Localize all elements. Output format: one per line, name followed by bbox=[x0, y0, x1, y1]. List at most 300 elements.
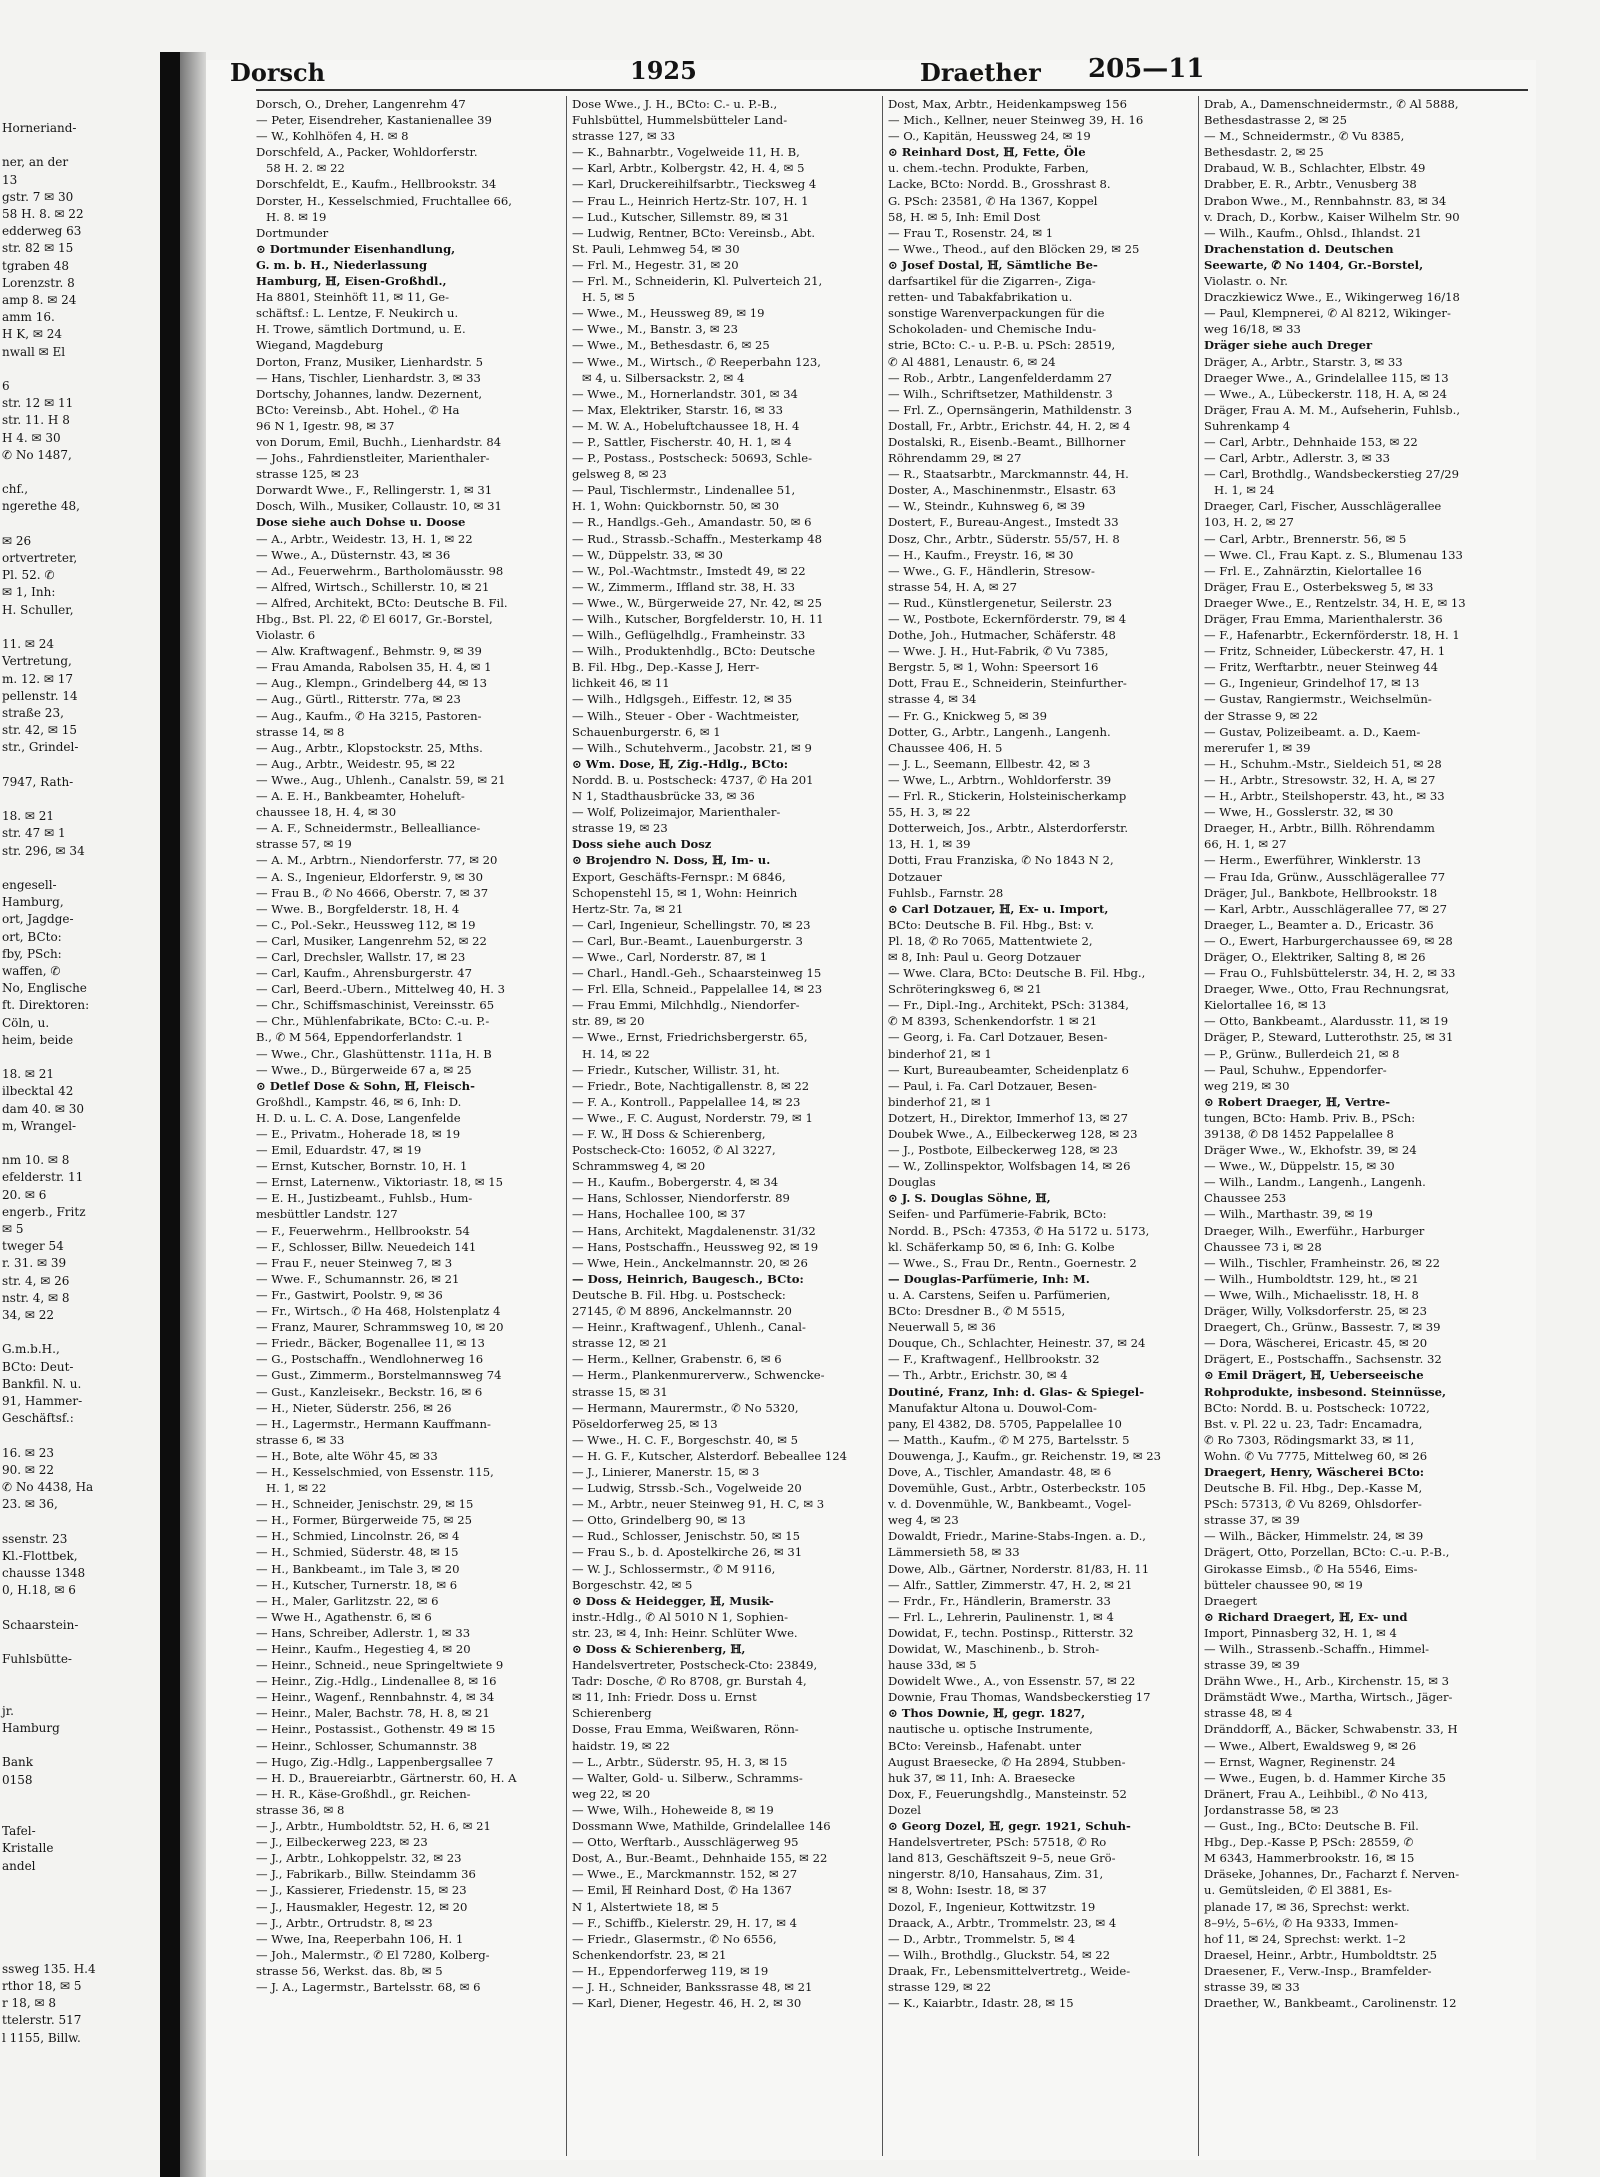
directory-entry: — A. E. H., Bankbeamter, Hoheluft- bbox=[256, 789, 465, 804]
previous-page-line bbox=[0, 516, 160, 533]
directory-entry: — J., Hausmakler, Hegestr. 12, ✉ 20 bbox=[256, 1899, 468, 1914]
directory-entry: — Aug., Kaufm., ✆ Ha 3215, Pastoren- bbox=[256, 708, 482, 723]
previous-page-line: rthor 18, ✉ 5 bbox=[2, 1978, 82, 1993]
directory-entry: u. A. Carstens, Seifen u. Parfümerien, bbox=[888, 1287, 1111, 1302]
directory-entry: Douwenga, J., Kaufm., gr. Reichenstr. 19, ✉ 23 bbox=[888, 1448, 1162, 1463]
directory-entry: 96 N 1, Igestr. 98, ✉ 37 bbox=[256, 418, 395, 433]
directory-entry: — Wwe, Wilh., Hoheweide 8, ✉ 19 bbox=[572, 1802, 774, 1817]
directory-entry: Dorsch, O., Dreher, Langenrehm 47 bbox=[256, 97, 466, 111]
directory-entry: — J., Arbtr., Lohkoppelstr. 32, ✉ 23 bbox=[256, 1851, 462, 1866]
directory-entry: strasse 56, Werkst. das. 8b, ✉ 5 bbox=[256, 1963, 443, 1978]
directory-entry: — Frl. L., Lehrerin, Paulinenstr. 1, ✉ 4 bbox=[888, 1609, 1114, 1624]
column-divider bbox=[1198, 96, 1199, 2156]
previous-page-line: tgraben 48 bbox=[2, 258, 69, 273]
directory-entry: strasse 48, ✉ 4 bbox=[1204, 1706, 1293, 1721]
directory-entry: — Karl, Arbtr., Kolbergstr. 42, H. 4, ✉ 5 bbox=[572, 161, 805, 176]
directory-entry: Dowaldt, Friedr., Marine-Stabs-Ingen. a. D., bbox=[888, 1529, 1146, 1544]
directory-entry: Dothe, Joh., Hutmacher, Schäferstr. 48 bbox=[888, 628, 1116, 643]
directory-entry: ✆ Al 4881, Lenaustr. 6, ✉ 24 bbox=[888, 354, 1056, 369]
directory-entry: Girokasse Eimsb., ✆ Ha 5546, Eims- bbox=[1204, 1561, 1418, 1576]
directory-entry: — Alw. Kraftwagenf., Behmstr. 9, ✉ 39 bbox=[256, 644, 482, 659]
directory-entry: Bst. v. Pl. 22 u. 23, Tadr: Encamadra, bbox=[1204, 1416, 1423, 1431]
directory-entry: — Wwe. Cl., Frau Kapt. z. S., Blumenau 133 bbox=[1204, 547, 1463, 562]
directory-entry: M 6343, Hammerbrookstr. 16, ✉ 15 bbox=[1204, 1851, 1415, 1866]
directory-entry: — Heinr., Zig.-Hdlg., Lindenallee 8, ✉ 16 bbox=[256, 1674, 497, 1689]
directory-entry: — M., Arbtr., neuer Steinweg 91, H. C, ✉ 3 bbox=[572, 1497, 825, 1512]
previous-page-line: ssenstr. 23 bbox=[2, 1531, 68, 1546]
directory-entry: — Paul, i. Fa. Carl Dotzauer, Besen- bbox=[888, 1078, 1097, 1093]
directory-entry: Dossmann Wwe, Mathilde, Grindelallee 146 bbox=[572, 1819, 831, 1834]
directory-entry: — L., Arbtr., Süderstr. 95, H. 3, ✉ 15 bbox=[572, 1754, 788, 1769]
directory-entry: — Heinr., Schlosser, Schumannstr. 38 bbox=[256, 1738, 477, 1753]
previous-page-line: 90. ✉ 22 bbox=[2, 1462, 55, 1477]
directory-entry: pany, El 4382, D8. 5705, Pappelallee 10 bbox=[888, 1416, 1122, 1431]
previous-page-line: nm 10. ✉ 8 bbox=[2, 1153, 70, 1168]
directory-entry: — H., Lagermstr., Hermann Kauffmann- bbox=[256, 1416, 491, 1431]
directory-entry: BCto: Nordd. B. u. Postscheck: 10722, bbox=[1204, 1400, 1430, 1415]
directory-entry: — H., Eppendorferweg 119, ✉ 19 bbox=[572, 1963, 769, 1978]
directory-entry: — Wwe., Aug., Uhlenh., Canalstr. 59, ✉ 21 bbox=[256, 772, 506, 787]
directory-entry: Manufaktur Altona u. Douwol-Com- bbox=[888, 1400, 1097, 1415]
directory-entry: H. 14, ✉ 22 bbox=[582, 1046, 650, 1061]
directory-entry: Dose siehe auch Dohse u. Doose bbox=[256, 515, 466, 530]
directory-entry: ⊙ Reinhard Dost, ℍ, Fette, Öle bbox=[888, 145, 1086, 160]
directory-entry: N 1, Alstertwiete 18, ✉ 5 bbox=[572, 1899, 719, 1914]
directory-entry: Borgeschstr. 42, ✉ 5 bbox=[572, 1577, 693, 1592]
directory-entry: — Chr., Schiffsmaschinist, Vereinsstr. 65 bbox=[256, 998, 495, 1013]
directory-column-2 bbox=[572, 96, 864, 2156]
directory-entry: — W., Pol.-Wachtmstr., Imstedt 49, ✉ 22 bbox=[572, 563, 806, 578]
directory-entry: — Karl, Druckereihilfsarbtr., Tiecksweg 4 bbox=[572, 177, 817, 192]
previous-page-line: ort, Jagdge- bbox=[2, 912, 74, 927]
directory-entry: hof 11, ✉ 24, Sprechst: werkt. 1–2 bbox=[1204, 1931, 1406, 1946]
previous-page-line bbox=[0, 1685, 160, 1702]
directory-entry: Dräger, A., Arbtr., Starstr. 3, ✉ 33 bbox=[1204, 354, 1403, 369]
directory-entry: ⊙ Robert Draeger, ℍ, Vertre- bbox=[1204, 1094, 1391, 1109]
directory-entry: — Wilh., Landm., Langenh., Langenh. bbox=[1204, 1175, 1426, 1190]
directory-entry: Schrammsweg 4, ✉ 20 bbox=[572, 1159, 706, 1174]
directory-entry: — Gust., Zimmerm., Borstelmannsweg 74 bbox=[256, 1368, 502, 1383]
directory-entry: — Hans, Tischler, Lienhardstr. 3, ✉ 33 bbox=[256, 370, 481, 385]
directory-entry: — Karl, Arbtr., Ausschlägerallee 77, ✉ 27 bbox=[1204, 901, 1447, 916]
previous-page-line: engesell- bbox=[2, 877, 57, 892]
directory-entry: Draesener, F., Verw.-Insp., Bramfelder- bbox=[1204, 1963, 1432, 1978]
directory-entry: ⊙ Dortmunder Eisenhandlung, bbox=[256, 241, 456, 256]
directory-entry: — W., Düppelstr. 33, ✉ 30 bbox=[572, 547, 723, 562]
directory-entry: Dosse, Frau Emma, Weißwaren, Rönn- bbox=[572, 1722, 799, 1737]
previous-page-line: ✉ 5 bbox=[2, 1222, 24, 1236]
directory-entry: Dorwardt Wwe., F., Rellingerstr. 1, ✉ 31 bbox=[256, 483, 493, 498]
directory-entry: Rohprodukte, insbesond. Steinnüsse, bbox=[1204, 1384, 1447, 1399]
directory-entry: — Wwe., M., Hornerlandstr. 301, ✉ 34 bbox=[572, 386, 798, 401]
directory-entry: — Wwe., W., Bürgerweide 27, Nr. 42, ✉ 25 bbox=[572, 595, 822, 610]
directory-entry: Hamburg, ℍ, Eisen-Großhdl., bbox=[256, 274, 447, 289]
directory-entry: — Lud., Kutscher, Sillemstr. 89, ✉ 31 bbox=[572, 209, 790, 224]
directory-entry: — Douglas-Parfümerie, Inh: M. bbox=[888, 1271, 1090, 1286]
previous-page-line bbox=[0, 1135, 160, 1152]
directory-entry: Dräger Wwe., W., Ekhofstr. 39, ✉ 24 bbox=[1204, 1143, 1417, 1158]
directory-entry: — Wwe., Ernst, Friedrichsbergerstr. 65, bbox=[572, 1030, 808, 1045]
directory-entry: ⊙ Georg Dozel, ℍ, gegr. 1921, Schuh- bbox=[888, 1819, 1131, 1834]
directory-entry: Dorster, H., Kesselschmied, Fruchtallee 66, bbox=[256, 193, 512, 208]
previous-page-line: jr. bbox=[2, 1703, 14, 1718]
directory-entry: — Aug., Gürtl., Ritterstr. 77a, ✉ 23 bbox=[256, 692, 461, 707]
previous-page-line: Hamburg bbox=[2, 1720, 60, 1735]
directory-entry: — Wwe., M., Bethesdastr. 6, ✉ 25 bbox=[572, 338, 770, 353]
directory-entry: binderhof 21, ✉ 1 bbox=[888, 1046, 992, 1061]
directory-entry: Draeger, Wwe., Otto, Frau Rechnungsrat, bbox=[1204, 982, 1450, 997]
directory-entry: H. D. u. L. C. A. Dose, Langenfelde bbox=[256, 1110, 461, 1125]
previous-page-line: Geschäftsf.: bbox=[2, 1411, 74, 1426]
previous-page-line bbox=[0, 361, 160, 378]
directory-entry: str. 89, ✉ 20 bbox=[572, 1014, 645, 1029]
directory-entry: Seifen- und Parfümerie-Fabrik, BCto: bbox=[888, 1207, 1107, 1222]
directory-entry: Hertz-Str. 7a, ✉ 21 bbox=[572, 901, 684, 916]
directory-entry: Wohn. ✆ Vu 7775, Mittelweg 60, ✉ 26 bbox=[1204, 1448, 1428, 1463]
previous-page-line: G.m.b.H., bbox=[2, 1342, 60, 1357]
directory-entry: — Wwe. J. H., Hut-Fabrik, ✆ Vu 7385, bbox=[888, 644, 1109, 659]
directory-entry: — Wwe H., Agathenstr. 6, ✉ 6 bbox=[256, 1609, 432, 1624]
column-divider bbox=[566, 96, 567, 2156]
directory-entry: Doster, A., Maschinenmstr., Elsastr. 63 bbox=[888, 483, 1116, 498]
directory-entry: — Wilh., Steuer - Ober - Wachtmeister, bbox=[572, 708, 800, 723]
directory-entry: Dowidelt Wwe., A., von Essenstr. 57, ✉ 22 bbox=[888, 1674, 1136, 1689]
directory-entry: — K., Bahnarbtr., Vogelweide 11, H. B, bbox=[572, 145, 800, 160]
directory-entry: — Wwe, Ina, Reeperbahn 106, H. 1 bbox=[256, 1931, 464, 1946]
previous-page-line: Kl.-Flottbek, bbox=[2, 1548, 78, 1563]
directory-entry: strasse 6, ✉ 33 bbox=[256, 1432, 345, 1447]
directory-entry: strasse 15, ✉ 31 bbox=[572, 1384, 668, 1399]
directory-entry: — Karl, Diener, Hegestr. 46, H. 2, ✉ 30 bbox=[572, 1996, 802, 2011]
directory-entry: Dräger, O., Elektriker, Salting 8, ✉ 26 bbox=[1204, 949, 1426, 964]
directory-entry: — Wwe., G. F., Händlerin, Stresow- bbox=[888, 563, 1095, 578]
directory-entry: Ha 8801, Steinhöft 11, ✉ 11, Ge- bbox=[256, 290, 449, 305]
directory-entry: Schokoladen- und Chemische Indu- bbox=[888, 322, 1097, 337]
directory-entry: — Heinr., Kaufm., Hegestieg 4, ✉ 20 bbox=[256, 1642, 471, 1656]
previous-page-fragment bbox=[0, 120, 160, 2070]
directory-entry: — A. S., Ingenieur, Eldorferstr. 9, ✉ 30 bbox=[256, 869, 484, 884]
previous-page-line bbox=[0, 1909, 160, 1926]
directory-entry: — Gust., Ing., BCto: Deutsche B. Fil. bbox=[1204, 1819, 1419, 1834]
previous-page-line bbox=[0, 1944, 160, 1961]
directory-entry: strie, BCto: C.- u. P.-B. u. PSch: 28519, bbox=[888, 338, 1116, 353]
directory-entry: — Wwe., M., Heussweg 89, ✉ 19 bbox=[572, 306, 765, 321]
directory-entry: — H., Kaufm., Bobergerstr. 4, ✉ 34 bbox=[572, 1175, 779, 1190]
directory-entry: — Aug., Klempn., Grindelberg 44, ✉ 13 bbox=[256, 676, 487, 691]
directory-entry: H. 1, Wohn: Quickbornstr. 50, ✉ 30 bbox=[572, 499, 779, 514]
directory-entry: — J., Arbtr., Ortrudstr. 8, ✉ 23 bbox=[256, 1915, 433, 1930]
directory-entry: — A. F., Schneidermstr., Bellealliance- bbox=[256, 821, 481, 836]
directory-entry: — Friedr., Bäcker, Bogenallee 11, ✉ 13 bbox=[256, 1336, 485, 1351]
directory-entry: Fuhlsb., Farnstr. 28 bbox=[888, 885, 1004, 900]
directory-entry: Dost, A., Bur.-Beamt., Dehnhaide 155, ✉ 22 bbox=[572, 1851, 828, 1866]
directory-entry: lichkeit 46, ✉ 11 bbox=[572, 676, 670, 691]
directory-entry: — R., Staatsarbtr., Marckmannstr. 44, H. bbox=[888, 467, 1129, 482]
directory-entry: — G., Ingenieur, Grindelhof 17, ✉ 13 bbox=[1204, 676, 1420, 691]
directory-entry: H. 8. ✉ 19 bbox=[266, 209, 327, 224]
previous-page-line: straße 23, bbox=[2, 705, 64, 720]
directory-entry: Chaussee 73 i, ✉ 28 bbox=[1204, 1239, 1322, 1254]
directory-entry: — Frl. M., Hegestr. 31, ✉ 20 bbox=[572, 257, 739, 272]
directory-entry: Schröteringksweg 6, ✉ 21 bbox=[888, 982, 1042, 997]
directory-entry: Dott, Frau E., Schneiderin, Steinfurther- bbox=[888, 676, 1127, 691]
directory-entry: Drabon Wwe., M., Rennbahnstr. 83, ✉ 34 bbox=[1204, 193, 1447, 208]
directory-entry: — W., Zollinspektor, Wolfsbagen 14, ✉ 26 bbox=[888, 1159, 1131, 1174]
directory-entry: — R., Handlgs.-Geh., Amandastr. 50, ✉ 6 bbox=[572, 515, 812, 530]
directory-entry: Dräger, Jul., Bankbote, Hellbrookstr. 18 bbox=[1204, 885, 1438, 900]
directory-entry: Douglas bbox=[888, 1175, 936, 1190]
directory-entry: strasse 39, ✉ 39 bbox=[1204, 1658, 1300, 1673]
directory-entry: August Braesecke, ✆ Ha 2894, Stubben- bbox=[888, 1754, 1126, 1769]
directory-entry: — Ad., Feuerwehrm., Bartholomäusstr. 98 bbox=[256, 563, 504, 578]
directory-entry: Dräger, P., Steward, Lutterothstr. 25, ✉ 31 bbox=[1204, 1030, 1454, 1045]
previous-page-line: str. 12 ✉ 11 bbox=[2, 396, 74, 411]
directory-entry: Dortmunder bbox=[256, 225, 329, 240]
directory-entry: strasse 4, ✉ 34 bbox=[888, 692, 977, 707]
directory-entry: — M., Schneidermstr., ✆ Vu 8385, bbox=[1204, 129, 1405, 144]
directory-entry: — Herm., Plankenmurerverw., Schwencke- bbox=[572, 1368, 825, 1383]
directory-entry: Dovemühle, Gust., Arbtr., Osterbeckstr. 105 bbox=[888, 1481, 1146, 1496]
previous-page-line: ft. Direktoren: bbox=[2, 998, 90, 1013]
directory-entry: — Wilh., Marthastr. 39, ✉ 19 bbox=[1204, 1207, 1373, 1222]
directory-entry: St. Pauli, Lehmweg 54, ✉ 30 bbox=[572, 241, 740, 256]
previous-page-line: str. 47 ✉ 1 bbox=[2, 826, 66, 841]
previous-page-line: ✆ No 1487, bbox=[2, 447, 72, 462]
directory-entry: strasse 129, ✉ 22 bbox=[888, 1979, 992, 1994]
directory-entry: strasse 54, H. A, ✉ 27 bbox=[888, 579, 1018, 594]
directory-entry: — H., Schmied, Lincolnstr. 26, ✉ 4 bbox=[256, 1529, 460, 1544]
previous-page-line: Schaarstein- bbox=[2, 1617, 79, 1632]
directory-entry: der Strasse 9, ✉ 22 bbox=[1204, 708, 1318, 723]
directory-entry: — Frau Ida, Grünw., Ausschlägerallee 77 bbox=[1204, 869, 1446, 884]
previous-page-line bbox=[0, 1789, 160, 1806]
directory-entry: strasse 12, ✉ 21 bbox=[572, 1336, 668, 1351]
directory-entry: — J., Arbtr., Humboldtstr. 52, H. 6, ✉ 21 bbox=[256, 1819, 491, 1834]
directory-entry: — Herm., Ewerführer, Winklerstr. 13 bbox=[1204, 853, 1421, 868]
directory-entry: — Hermann, Maurermstr., ✆ No 5320, bbox=[572, 1400, 799, 1415]
directory-entry: Dortschy, Johannes, landw. Dezernent, bbox=[256, 386, 483, 401]
directory-entry: — H., Nieter, Süderstr. 256, ✉ 26 bbox=[256, 1400, 452, 1415]
directory-entry: — E., Privatm., Hoherade 18, ✉ 19 bbox=[256, 1127, 461, 1141]
directory-entry: Downie, Frau Thomas, Wandsbeckerstieg 17 bbox=[888, 1690, 1151, 1705]
previous-page-line: Bankfil. N. u. bbox=[2, 1376, 82, 1391]
header-rule bbox=[256, 89, 1528, 91]
directory-entry: — Th., Arbtr., Erichstr. 30, ✉ 4 bbox=[888, 1368, 1068, 1383]
previous-page-line bbox=[0, 1806, 160, 1823]
previous-page-line: m, Wrangel- bbox=[2, 1118, 77, 1133]
directory-entry: Draeger Wwe., A., Grindelallee 115, ✉ 13 bbox=[1204, 370, 1449, 385]
previous-page-line: str. 82 ✉ 15 bbox=[2, 241, 74, 256]
directory-entry: Doubek Wwe., A., Eilbeckerweg 128, ✉ 23 bbox=[888, 1127, 1138, 1141]
directory-entry: — Max, Elektriker, Starstr. 16, ✉ 33 bbox=[572, 402, 784, 417]
directory-entry: — Peter, Eisendreher, Kastanienallee 39 bbox=[256, 113, 492, 128]
directory-entry: Nordd. B., PSch: 47353, ✆ Ha 5172 u. 5173, bbox=[888, 1223, 1150, 1238]
directory-entry: — Wwe., Chr., Glashüttenstr. 111a, H. B bbox=[256, 1046, 492, 1061]
directory-entry: Dose Wwe., J. H., BCto: C.- u. P.-B., bbox=[572, 97, 778, 111]
previous-page-line bbox=[0, 1634, 160, 1651]
directory-entry: — Rob., Arbtr., Langenfelderdamm 27 bbox=[888, 370, 1113, 385]
directory-entry: — Mich., Kellner, neuer Steinweg 39, H. 16 bbox=[888, 113, 1144, 128]
directory-entry: strasse 19, ✉ 23 bbox=[572, 821, 668, 836]
directory-entry: strasse 125, ✉ 23 bbox=[256, 467, 360, 482]
directory-entry: Bergstr. 5, ✉ 1, Wohn: Speersort 16 bbox=[888, 660, 1099, 675]
directory-entry: Draeger Wwe., E., Rentzelstr. 34, H. E, ✉ 13 bbox=[1204, 595, 1466, 610]
directory-entry: ⊙ Emil Drägert, ℍ, Ueberseeische bbox=[1204, 1368, 1424, 1383]
directory-entry: ⊙ Doss & Heidegger, ℍ, Musik- bbox=[572, 1593, 774, 1608]
previous-page-line: amp 8. ✉ 24 bbox=[2, 293, 77, 308]
directory-entry: — Matth., Kaufm., ✆ M 275, Bartelsstr. 5 bbox=[888, 1432, 1130, 1447]
previous-page-line bbox=[0, 1926, 160, 1943]
previous-page-line: str., Grindel- bbox=[2, 740, 79, 755]
directory-entry: — Hans, Hochallee 100, ✉ 37 bbox=[572, 1207, 746, 1222]
directory-entry: BCto: Vereinsb., Abt. Hohel., ✆ Ha bbox=[256, 402, 460, 417]
directory-entry: — Wilh., Schriftsetzer, Mathildenstr. 3 bbox=[888, 386, 1113, 401]
previous-page-line bbox=[0, 137, 160, 154]
previous-page-line: andel bbox=[2, 1858, 36, 1873]
directory-entry: — Frau S., b. d. Apostelkirche 26, ✉ 31 bbox=[572, 1545, 803, 1560]
directory-entry: — Hans, Postschaffn., Heussweg 92, ✉ 19 bbox=[572, 1239, 819, 1254]
directory-entry: Chaussee 406, H. 5 bbox=[888, 740, 1003, 755]
directory-entry: Dove, A., Tischler, Amandastr. 48, ✉ 6 bbox=[888, 1464, 1112, 1479]
directory-entry: Export, Geschäfts-Fernspr.: M 6846, bbox=[572, 869, 786, 884]
directory-entry: strasse 57, ✉ 19 bbox=[256, 837, 352, 852]
directory-entry: Draegert bbox=[1204, 1593, 1258, 1608]
previous-page-line: H. Schuller, bbox=[2, 602, 74, 617]
directory-entry: ✉ 8, Inh: Paul u. Georg Dotzauer bbox=[888, 949, 1081, 964]
directory-entry: Schauenburgerstr. 6, ✉ 1 bbox=[572, 724, 721, 739]
directory-entry: — Wilh., Strassenb.-Schaffn., Himmel- bbox=[1204, 1642, 1430, 1656]
directory-entry: — Carl, Ingenieur, Schellingstr. 70, ✉ 23 bbox=[572, 917, 811, 932]
directory-entry: ✉ 11, Inh: Friedr. Doss u. Ernst bbox=[572, 1690, 757, 1705]
directory-entry: Draesel, Heinr., Arbtr., Humboldtstr. 25 bbox=[1204, 1947, 1438, 1962]
previous-page-line: chausse 1348 bbox=[2, 1566, 86, 1581]
directory-entry: — W. J., Schlossermstr., ✆ M 9116, bbox=[572, 1561, 776, 1576]
directory-entry: darfsartikel für die Zigarren-, Ziga- bbox=[888, 274, 1096, 289]
directory-entry: mesbüttler Landstr. 127 bbox=[256, 1207, 398, 1222]
directory-entry: — Emil, ℍ Reinhard Dost, ✆ Ha 1367 bbox=[572, 1883, 792, 1898]
previous-page-line: Tafel- bbox=[2, 1824, 36, 1839]
directory-entry: — Charl., Handl.-Geh., Schaarsteinweg 15 bbox=[572, 966, 822, 981]
directory-entry: — Wwe., A., Düsternstr. 43, ✉ 36 bbox=[256, 547, 451, 562]
directory-entry: BCto: Deutsche B. Fil. Hbg., Bst: v. bbox=[888, 917, 1094, 932]
directory-entry: — Heinr., Wagenf., Rennbahnstr. 4, ✉ 34 bbox=[256, 1690, 495, 1705]
directory-entry: — Hugo, Zig.-Hdlg., Lappenbergsallee 7 bbox=[256, 1754, 494, 1769]
directory-entry: Dotterweich, Jos., Arbtr., Alsterdorferstr. bbox=[888, 821, 1129, 836]
directory-entry: von Dorum, Emil, Buchh., Lienhardstr. 84 bbox=[256, 434, 502, 449]
directory-entry: Dotzauer bbox=[888, 869, 942, 884]
directory-entry: — Rud., Strassb.-Schaffn., Mesterkamp 48 bbox=[572, 531, 823, 546]
directory-entry: H. 5, ✉ 5 bbox=[582, 290, 636, 305]
previous-page-line: H 4. ✉ 30 bbox=[2, 430, 61, 445]
directory-entry: B., ✆ M 564, Eppendorferlandstr. 1 bbox=[256, 1030, 464, 1045]
directory-entry: — Wilh., Brothdlg., Gluckstr. 54, ✉ 22 bbox=[888, 1947, 1111, 1962]
directory-entry: Draegert, Henry, Wäscherei BCto: bbox=[1204, 1464, 1425, 1479]
directory-entry: Dostall, Fr., Arbtr., Erichstr. 44, H. 2, ✉ 4 bbox=[888, 418, 1131, 433]
directory-entry: Draak, Fr., Lebensmittelvertretg., Weide- bbox=[888, 1963, 1131, 1978]
previous-page-line: ✉ 1, Inh: bbox=[2, 585, 56, 600]
previous-page-line bbox=[0, 860, 160, 877]
directory-entry: — H. R., Käse-Großhdl., gr. Reichen- bbox=[256, 1786, 471, 1801]
directory-entry: ningerstr. 8/10, Hansahaus, Zim. 31, bbox=[888, 1867, 1104, 1882]
directory-entry: — Frl. M., Schneiderin, Kl. Pulverteich 21, bbox=[572, 274, 823, 289]
directory-entry: Dorton, Franz, Musiker, Lienhardstr. 5 bbox=[256, 354, 483, 369]
directory-entry: chaussee 18, H. 4, ✉ 30 bbox=[256, 805, 397, 820]
directory-entry: Bethesdastr. 2, ✉ 25 bbox=[1204, 145, 1324, 160]
directory-entry: — Wilh., Schutehverm., Jacobstr. 21, ✉ 9 bbox=[572, 740, 812, 755]
directory-entry: — Carl, Bur.-Beamt., Lauenburgerstr. 3 bbox=[572, 933, 803, 948]
previous-page-line: l 1155, Billw. bbox=[2, 2030, 81, 2045]
previous-page-line: amm 16. bbox=[2, 310, 55, 325]
directory-entry: Dräger, Frau E., Osterbeksweg 5, ✉ 33 bbox=[1204, 579, 1434, 594]
directory-entry: — Chr., Mühlenfabrikate, BCto: C.-u. P.- bbox=[256, 1014, 490, 1029]
previous-page-line: ilbecktal 42 bbox=[2, 1084, 74, 1099]
directory-entry: — Carl, Arbtr., Brennerstr. 56, ✉ 5 bbox=[1204, 531, 1407, 546]
directory-entry: — F. W., ℍ Doss & Schierenberg, bbox=[572, 1127, 766, 1141]
directory-entry: Draeger, L., Beamter a. D., Ericastr. 36 bbox=[1204, 917, 1434, 932]
directory-entry: Handelsvertreter, Postscheck-Cto: 23849, bbox=[572, 1658, 818, 1673]
directory-entry: — Dora, Wäscherei, Ericastr. 45, ✉ 20 bbox=[1204, 1336, 1428, 1351]
directory-entry: — W., Zimmerm., Iffland str. 38, H. 33 bbox=[572, 579, 796, 594]
directory-entry: N 1, Stadthausbrücke 33, ✉ 36 bbox=[572, 789, 755, 804]
previous-page-line: Hamburg, bbox=[2, 895, 64, 910]
directory-entry: Dostert, F., Bureau-Angest., Imstedt 33 bbox=[888, 515, 1119, 530]
previous-page-line bbox=[0, 1049, 160, 1066]
directory-entry: Wiegand, Magdeburg bbox=[256, 338, 384, 353]
directory-entry: — Paul, Schuhw., Eppendorfer- bbox=[1204, 1062, 1387, 1077]
previous-page-line bbox=[0, 1892, 160, 1909]
directory-entry: Draeger, Carl, Fischer, Ausschlägerallee bbox=[1204, 499, 1442, 514]
directory-entry: weg 22, ✉ 20 bbox=[572, 1786, 651, 1801]
previous-page-line: Fuhlsbütte- bbox=[2, 1652, 72, 1667]
directory-entry: v. Drach, D., Korbw., Kaiser Wilhelm Str. 90 bbox=[1204, 209, 1460, 224]
directory-entry: land 813, Geschäftszeit 9–5, neue Grö- bbox=[888, 1851, 1116, 1866]
directory-entry: Hbg., Bst. Pl. 22, ✆ El 6017, Gr.-Borstel, bbox=[256, 612, 493, 626]
directory-entry: Dosz, Chr., Arbtr., Süderstr. 55/57, H. 8 bbox=[888, 531, 1120, 546]
directory-entry: — Hans, Schreiber, Adlerstr. 1, ✉ 33 bbox=[256, 1625, 471, 1640]
directory-entry: — Frl. R., Stickerin, Holsteinischerkamp bbox=[888, 789, 1127, 804]
previous-page-line bbox=[0, 1599, 160, 1616]
previous-page-line bbox=[0, 1875, 160, 1892]
directory-entry: Import, Pinnasberg 32, H. 1, ✉ 4 bbox=[1204, 1625, 1397, 1640]
directory-entry: — Heinr., Kraftwagenf., Uhlenh., Canal- bbox=[572, 1320, 806, 1335]
directory-entry: Dränert, Frau A., Leihbibl., ✆ No 413, bbox=[1204, 1786, 1428, 1801]
directory-entry: — Fritz, Schneider, Lübeckerstr. 47, H. 1 bbox=[1204, 644, 1446, 659]
directory-entry: Nordd. B. u. Postscheck: 4737, ✆ Ha 201 bbox=[572, 772, 814, 787]
previous-page-line bbox=[0, 464, 160, 481]
directory-entry: 66, H. 1, ✉ 27 bbox=[1204, 837, 1287, 852]
directory-entry: — Wwe., E., Marckmannstr. 152, ✉ 27 bbox=[572, 1867, 798, 1882]
directory-entry: — Paul, Tischlermstr., Lindenallee 51, bbox=[572, 483, 796, 498]
directory-entry: Schenkendorfstr. 23, ✉ 21 bbox=[572, 1947, 727, 1962]
directory-entry: — Wwe. F., Schumannstr. 26, ✉ 21 bbox=[256, 1271, 460, 1286]
directory-entry: B. Fil. Hbg., Dep.-Kasse J, Herr- bbox=[572, 660, 760, 675]
directory-entry: — Wwe. B., Borgfelderstr. 18, H. 4 bbox=[256, 901, 460, 916]
directory-entry: — W., Postbote, Eckernförderstr. 79, ✉ 4 bbox=[888, 612, 1127, 626]
directory-entry: Handelsvertreter, PSch: 57518, ✆ Ro bbox=[888, 1835, 1107, 1850]
previous-page-line: Cöln, u. bbox=[2, 1015, 50, 1030]
directory-entry: — F., Schlosser, Billw. Neuedeich 141 bbox=[256, 1239, 477, 1254]
directory-entry: — H., Arbtr., Steilshoperstr. 43, ht., ✉ 33 bbox=[1204, 789, 1445, 804]
directory-entry: — H. D., Brauereiarbtr., Gärtnerstr. 60, H. A bbox=[256, 1770, 517, 1785]
directory-entry: — H., Kaufm., Freystr. 16, ✉ 30 bbox=[888, 547, 1074, 562]
directory-entry: ✆ Ro 7303, Rödingsmarkt 33, ✉ 11, bbox=[1204, 1432, 1415, 1447]
directory-entry: 58 H. 2. ✉ 22 bbox=[266, 161, 345, 176]
directory-entry: — J. H., Schneider, Bankssrasse 48, ✉ 21 bbox=[572, 1979, 813, 1994]
directory-entry: — Friedr., Kutscher, Willistr. 31, ht. bbox=[572, 1062, 780, 1077]
directory-entry: Pöseldorferweg 25, ✉ 13 bbox=[572, 1416, 718, 1431]
directory-entry: H. Trowe, sämtlich Dortmund, u. E. bbox=[256, 322, 466, 337]
directory-entry: — H., Former, Bürgerweide 75, ✉ 25 bbox=[256, 1513, 472, 1528]
